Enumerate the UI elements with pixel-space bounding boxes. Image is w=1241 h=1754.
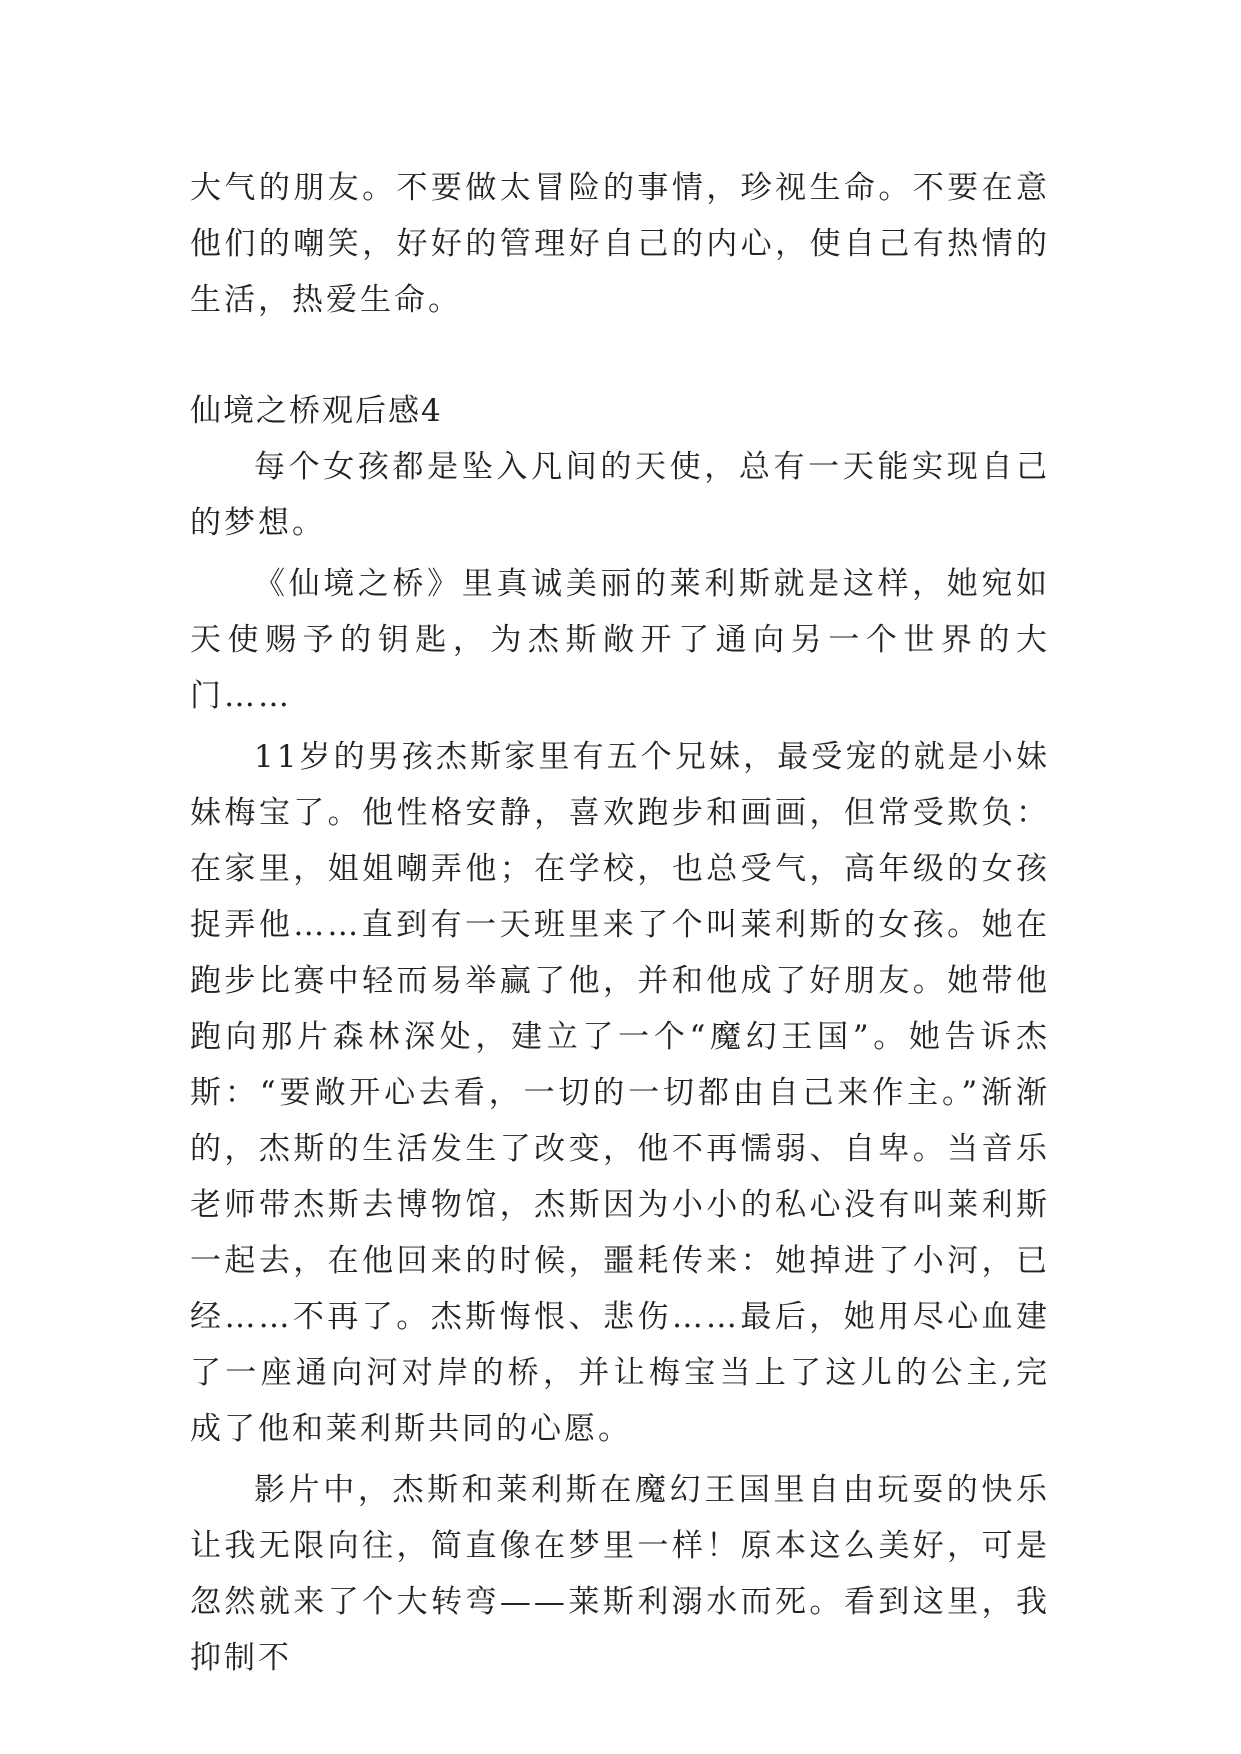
paragraph-2: 《仙境之桥》里真诚美丽的莱利斯就是这样，她宛如天使赐予的钥匙，为杰斯敞开了通向另一个世界的大门…… [190, 566, 1050, 714]
intro-paragraph: 大气的朋友。不要做太冒险的事情，珍视生命。不要在意他们的嘲笑，好好的管理好自己的内心，使自己有热情的生活，热爱生命。 [190, 170, 1050, 318]
paragraph-3: 11岁的男孩杰斯家里有五个兄妹，最受宠的就是小妹妹梅宝了。他性格安静，喜欢跑步和画画，但常受欺负：在家里，姐姐嘲弄他；在学校，也总受气，高年级的女孩捉弄他……直到有一天班里来了个叫莱利斯的女孩。她在跑步比赛中轻而易举赢了他，并和他成了好朋友。她带他跑向那片森林深处，建立了一个“魔幻王国”。她告诉杰斯：“要敞开心去看，一切的一切都由自己来作主。”渐渐的，杰斯的生活发生了改变，他不再懦弱、自卑。当音乐老师带杰斯去博物馆，杰斯因为小小的私心没有叫莱利斯一起去，在他回来的时候，噩耗传来：她掉进了小河，已经……不再了。杰斯悔恨、悲伤……最后，她用尽心血建了一座通向河对岸的桥，并让梅宝当上了这儿的公主,完成了他和莱利斯共同的心愿。 [190, 739, 1050, 1447]
document-body [190, 160, 1050, 1691]
paragraph-1: 每个女孩都是坠入凡间的天使，总有一天能实现自己的梦想。 [190, 449, 1050, 541]
section-title: 仙境之桥观后感4 [190, 393, 443, 429]
section-spacer [190, 333, 1050, 383]
paragraph-4: 影片中，杰斯和莱利斯在魔幻王国里自由玩耍的快乐让我无限向往，简直像在梦里一样！原本这么美好，可是忽然就来了个大转弯——莱斯利溺水而死。看到这里，我抑制不 [190, 1472, 1050, 1676]
